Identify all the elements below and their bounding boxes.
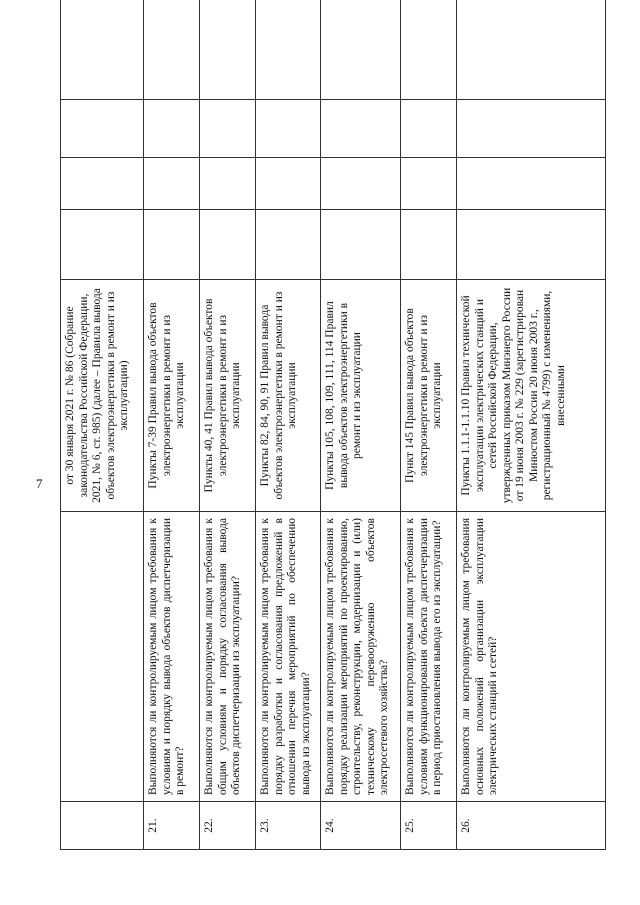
reference-text: Пункты 40, 41 Правил вывода объектов электроэнергетики в ремонт и из эксплуатации (200, 280, 256, 512)
answer-no-cell (321, 158, 401, 210)
row-number: 25. (401, 802, 457, 850)
table-row (321, 0, 401, 850)
table-row (61, 0, 144, 850)
row-number: 21. (144, 802, 200, 850)
answer-no-cell (200, 158, 256, 210)
answer-na-cell (61, 100, 144, 158)
table-row (200, 0, 256, 850)
requirement-text: Выполняются ли контролируемым лицом требования к порядку разработки и согласования предложений в отношении перечня мероприятий по обеспечению вывода из эксплуатации? (256, 512, 321, 802)
table-row (401, 0, 457, 850)
answer-yes-cell (200, 210, 256, 280)
row-number: 26. (457, 802, 606, 850)
row-number (61, 802, 144, 850)
answer-na-cell (321, 100, 401, 158)
table-row (256, 0, 321, 850)
note-cell (401, 0, 457, 100)
answer-na-cell (457, 100, 606, 158)
requirement-text: Выполняются ли контролируемым лицом требования к порядку реализации мероприятий по проектированию, строительству, реконструкции, модернизации и (или) техническому перевооружению объектов электросетевого хозяйства? (321, 512, 401, 802)
note-cell (200, 0, 256, 100)
row-number: 23. (256, 802, 321, 850)
table-row (144, 0, 200, 850)
answer-na-cell (144, 100, 200, 158)
reference-text: Пункты 105, 108, 109, 111, 114 Правил вывода объектов электроэнергетики в ремонт и из эксплуатации (321, 280, 401, 512)
answer-no-cell (61, 158, 144, 210)
requirement-text: Выполняются ли контролируемым лицом требования к общим условиям и порядку согласования вывода объектов диспетчеризации из эксплуатации? (200, 512, 256, 802)
answer-no-cell (457, 158, 606, 210)
row-number: 22. (200, 802, 256, 850)
requirement-text: Выполняются ли контролируемым лицом требования к условиям и порядку вывода объектов диспетчеризации в ремонт? (144, 512, 200, 802)
table-row (457, 0, 606, 850)
reference-text: Пункты 1.1.1-1.1.10 Правил технической эксплуатации электрических станций и сетей Российской Федерации, утвержденных приказом Минэнерго России от 19 июня 2003 г. № 229 (зарегистрирован Минюстом России 20 июня 2003 г., регистрационный № 4799) с изменениями, внесенными (457, 280, 606, 512)
rotated-table-page (60, 0, 605, 850)
note-cell (61, 0, 144, 100)
checklist-table (60, 0, 606, 850)
reference-text: от 30 января 2021 г. № 86 (Собрание законодательства Российской Федерации, 2021, № 6, ст. 985) (далее – Правила вывода объектов электроэнергетики в ремонт и из эксплуатации) (61, 280, 144, 512)
answer-na-cell (200, 100, 256, 158)
answer-yes-cell (401, 210, 457, 280)
note-cell (144, 0, 200, 100)
reference-text: Пункты 7-39 Правил вывода объектов электроэнергетики в ремонт и из эксплуатации (144, 280, 200, 512)
answer-yes-cell (144, 210, 200, 280)
note-cell (457, 0, 606, 100)
answer-no-cell (144, 158, 200, 210)
answer-no-cell (256, 158, 321, 210)
answer-yes-cell (457, 210, 606, 280)
answer-na-cell (256, 100, 321, 158)
requirement-text: Выполняются ли контролируемым лицом требования основных положений организации эксплуатации электрических станций и сетей? (457, 512, 606, 802)
note-cell (256, 0, 321, 100)
requirement-text: Выполняются ли контролируемым лицом требования к условиям функционирования объекта диспетчеризации в период приостановления вывода его из эксплуатации? (401, 512, 457, 802)
answer-yes-cell (256, 210, 321, 280)
answer-no-cell (401, 158, 457, 210)
row-number: 24. (321, 802, 401, 850)
answer-yes-cell (321, 210, 401, 280)
requirement-text (61, 512, 144, 802)
answer-na-cell (401, 100, 457, 158)
answer-yes-cell (61, 210, 144, 280)
page-number: 7 (36, 476, 43, 491)
reference-text: Пункт 145 Правил вывода объектов электроэнергетики в ремонт и из эксплуатации (401, 280, 457, 512)
reference-text: Пункты 82, 84, 90, 91 Правил вывода объектов электроэнергетики в ремонт и из эксплуатации (256, 280, 321, 512)
note-cell (321, 0, 401, 100)
